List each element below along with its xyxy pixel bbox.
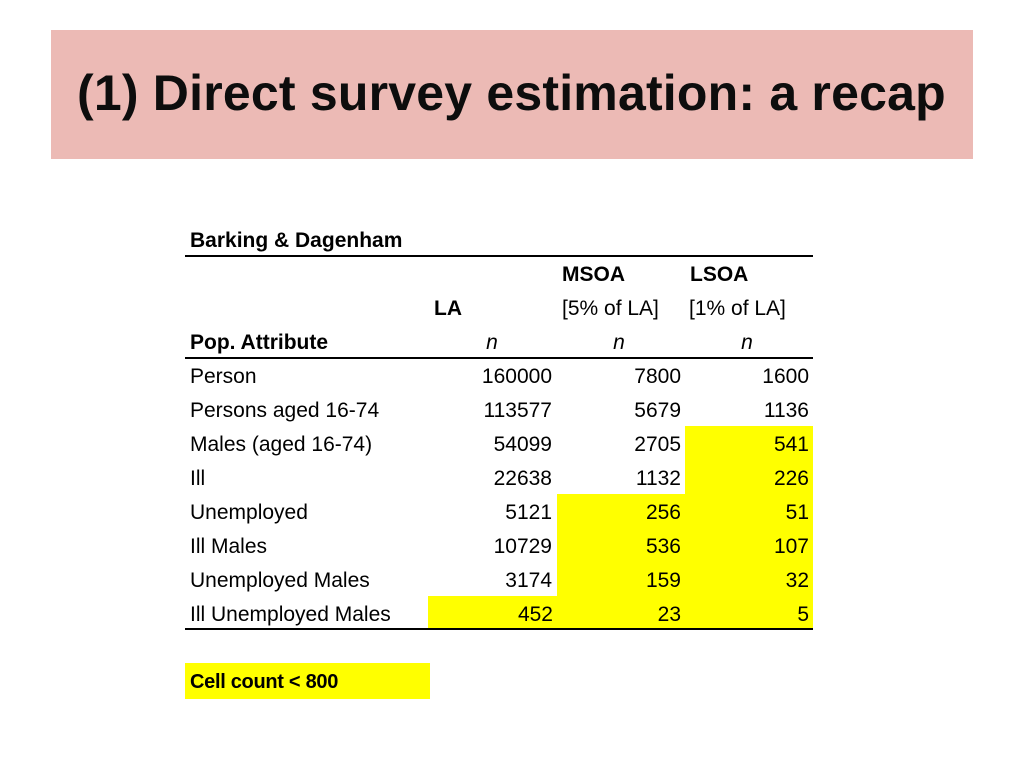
- lsoa-value-highlighted: 51: [685, 496, 813, 530]
- msoa-value-highlighted: 23: [557, 596, 685, 630]
- lsoa-value-highlighted: 541: [685, 426, 813, 462]
- la-value: 3174: [505, 569, 552, 592]
- attribute-header: Pop. Attribute: [190, 331, 329, 354]
- msoa-header: MSOA: [562, 263, 625, 286]
- la-value: 5121: [505, 501, 552, 524]
- slide-title: (1) Direct survey estimation: a recap: [77, 65, 946, 121]
- lsoa-subheader: [1% of LA]: [689, 297, 786, 320]
- la-value: 113577: [483, 399, 552, 422]
- row-label: Unemployed: [190, 501, 308, 524]
- row-label: Males (aged 16-74): [190, 433, 373, 456]
- la-value: 10729: [493, 535, 552, 558]
- la-n-header: n: [486, 331, 498, 354]
- row-label: Ill: [190, 467, 206, 490]
- row-label: Ill Males: [190, 535, 268, 558]
- lsoa-value-highlighted: 5: [685, 596, 813, 630]
- lsoa-n-header: n: [741, 331, 753, 354]
- msoa-value-highlighted: 536: [557, 530, 685, 564]
- la-header: LA: [434, 297, 462, 320]
- msoa-n-header: n: [613, 331, 625, 354]
- header-rule: [185, 357, 813, 359]
- msoa-value: 1132: [635, 467, 681, 490]
- row-label: Unemployed Males: [190, 569, 370, 592]
- la-value: 160000: [481, 365, 552, 388]
- msoa-value-highlighted: 159: [557, 564, 685, 598]
- msoa-subheader: [5% of LA]: [562, 297, 659, 320]
- lsoa-header: LSOA: [690, 263, 749, 286]
- lsoa-value: 1136: [763, 399, 809, 422]
- msoa-value: 7800: [634, 365, 681, 388]
- lsoa-value-highlighted: 32: [685, 564, 813, 598]
- row-label: Person: [190, 365, 257, 388]
- msoa-value-highlighted: 256: [557, 494, 685, 530]
- top-rule: [185, 255, 813, 257]
- msoa-value: 2705: [634, 433, 681, 456]
- row-label: Persons aged 16-74: [190, 399, 380, 422]
- bottom-rule: [185, 628, 813, 630]
- la-value: 22638: [493, 467, 552, 490]
- msoa-value: 5679: [634, 399, 681, 422]
- la-value-highlighted: 452: [428, 596, 557, 630]
- lsoa-value-highlighted: 107: [685, 530, 813, 564]
- la-value: 54099: [493, 433, 552, 456]
- lsoa-value: 1600: [762, 365, 809, 388]
- area-name: Barking & Dagenham: [190, 229, 403, 252]
- lsoa-value-highlighted: 226: [685, 462, 813, 496]
- legend-cell-count: Cell count < 800: [185, 663, 430, 699]
- row-label: Ill Unemployed Males: [190, 603, 391, 626]
